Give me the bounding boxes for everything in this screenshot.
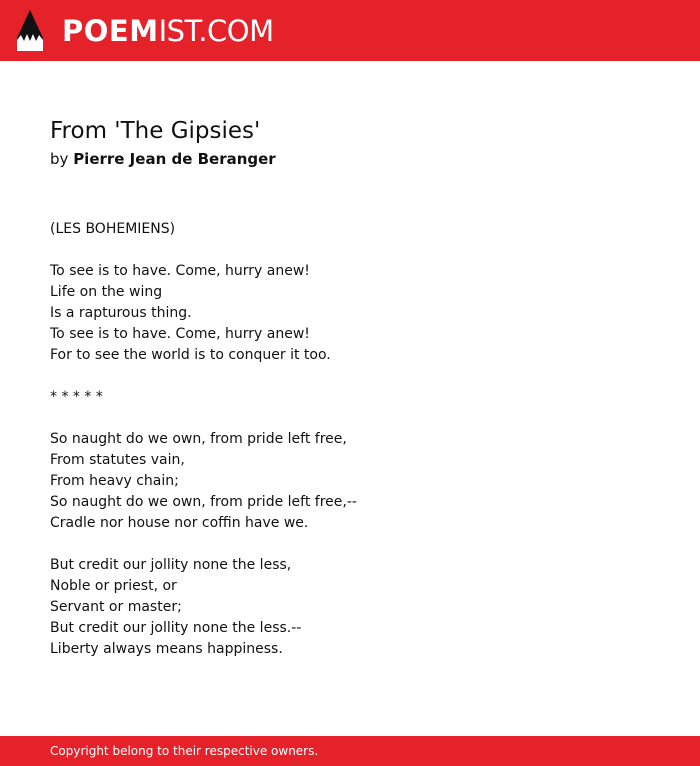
site-logo[interactable]: [62, 12, 274, 50]
author-name: Pierre Jean de Beranger: [73, 150, 276, 168]
pencil-tip-icon[interactable]: [17, 10, 43, 51]
poem-line: Is a rapturous thing.: [50, 305, 192, 321]
poem-line: From statutes vain,: [50, 452, 185, 468]
poem-line: Servant or master;: [50, 599, 182, 615]
poem-line: Noble or priest, or: [50, 578, 177, 594]
poem-line: So naught do we own, from pride left free,: [50, 431, 347, 447]
poem-line: So naught do we own, from pride left free,--: [50, 494, 357, 510]
stanza-break: [50, 366, 670, 387]
poem-line: But credit our jollity none the less.--: [50, 620, 302, 636]
poem-line: To see is to have. Come, hurry anew!: [50, 326, 310, 342]
poem-title: From 'The Gipsies': [50, 118, 261, 144]
poem-line: For to see the world is to conquer it too.: [50, 347, 331, 363]
stanza-break: [50, 534, 670, 555]
copyright-text: Copyright belong to their respective owners.: [50, 744, 319, 758]
stanza-break: [50, 240, 670, 261]
poem-line: (LES BOHEMIENS): [50, 221, 176, 237]
site-footer: [0, 736, 700, 766]
poem-line: To see is to have. Come, hurry anew!: [50, 263, 310, 279]
poem-line: * * * * *: [50, 389, 103, 405]
poem-line: But credit our jollity none the less,: [50, 557, 292, 573]
poem-body: [50, 219, 670, 660]
poem-line: From heavy chain;: [50, 473, 179, 489]
stanza-break: [50, 408, 670, 429]
site-header: [0, 0, 700, 61]
by-label: by: [50, 150, 69, 168]
logo-light-text: IST.COM: [158, 14, 274, 48]
poem-line: Life on the wing: [50, 284, 163, 300]
poem-line: Liberty always means happiness.: [50, 641, 283, 657]
poem-line: Cradle nor house nor coffin have we.: [50, 515, 309, 531]
logo-bold-text: POEM: [62, 14, 159, 48]
byline: [50, 149, 276, 169]
